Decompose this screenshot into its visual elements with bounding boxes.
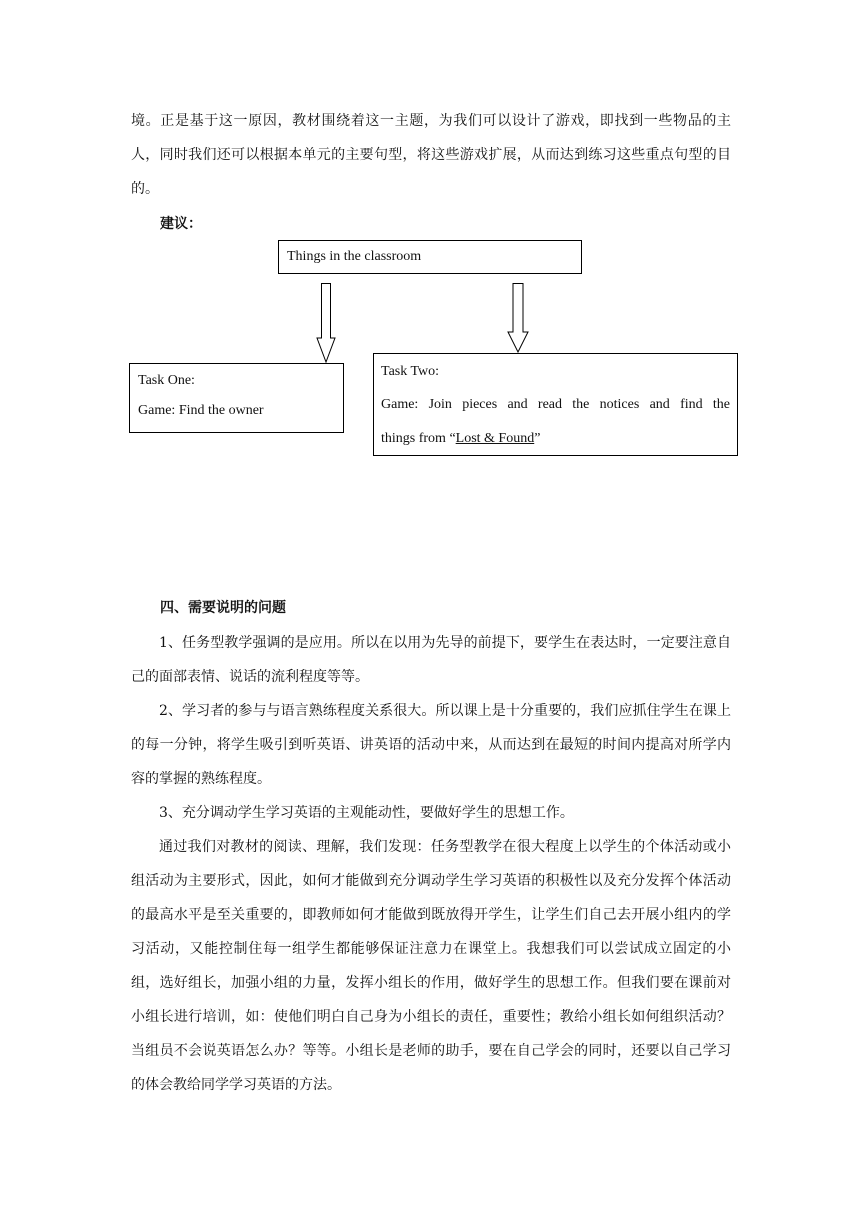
top-box-label: Things in the classroom — [287, 249, 422, 264]
item-2: 2、学习者的参与与语言熟练程度关系很大。所以课上是十分重要的，我们应抓住学生在课上的每一分钟，将学生吸引到听英语、讲英语的活动中来，从而达到在最短的时间内提高对所学内容的掌握的熟练程度。 — [131, 703, 731, 787]
item-1: 1、任务型教学强调的是应用。所以在以用为先导的前提下，要学生在表达时，一定要注意自己的面部表情、说话的流利程度等等。 — [131, 635, 731, 685]
arrow-to-task-one — [316, 283, 336, 363]
intro-paragraph: 境。正是基于这一原因，教材围绕着这一主题，为我们可以设计了游戏，即找到一些物品的主人，同时我们还可以根据本单元的主要句型，将这些游戏扩展，从而达到练习这些重点句型的目的。 — [131, 113, 731, 197]
task-two-game-line2 — [381, 422, 730, 456]
task-two-game-line1: Game: Join pieces and read the notices and find the — [381, 397, 730, 412]
task-two-prefix: things from “ — [381, 431, 456, 446]
lost-found-text: Lost & Found — [455, 431, 535, 446]
task-one-box — [129, 363, 344, 433]
item-3: 3、充分调动学生学习英语的主观能动性，要做好学生的思想工作。 — [159, 805, 574, 821]
task-one-game: Game: Find the owner — [138, 403, 264, 418]
task-one-title: Task One: — [138, 373, 195, 388]
closing-paragraph: 通过我们对教材的阅读、理解，我们发现：任务型教学在很大程度上以学生的个体活动或小组活动为主要形式，因此，如何才能做到充分调动学生学习英语的积极性以及充分发挥个体活动的最高水平是至关重要的，即教师如何才能做到既放得开学生，让学生们自己去开展小组内的学习活动，又能控制住每一组学生都能够保证注意力在课堂上。我想我们可以尝试成立固定的小组，选好组长，加强小组的力量，发挥小组长的作用，做好学生的思想工作。但我们要在课前对小组长进行培训，如：使他们明白自己身为小组长的责任，重要性；教给小组长如何组织活动？当组员不会说英语怎么办？等等。小组长是老师的助手，要在自己学会的同时，还要以自己学习的体会教给同学学习英语的方法。 — [131, 839, 731, 1093]
top-box — [278, 240, 582, 274]
task-two-title: Task Two: — [381, 364, 440, 379]
suggestion-heading: 建议： — [160, 216, 202, 232]
task-two-suffix: ” — [534, 431, 541, 446]
task-two-box — [373, 353, 738, 456]
arrow-to-task-two — [507, 283, 529, 353]
section-four-heading: 四、需要说明的问题 — [160, 600, 286, 616]
